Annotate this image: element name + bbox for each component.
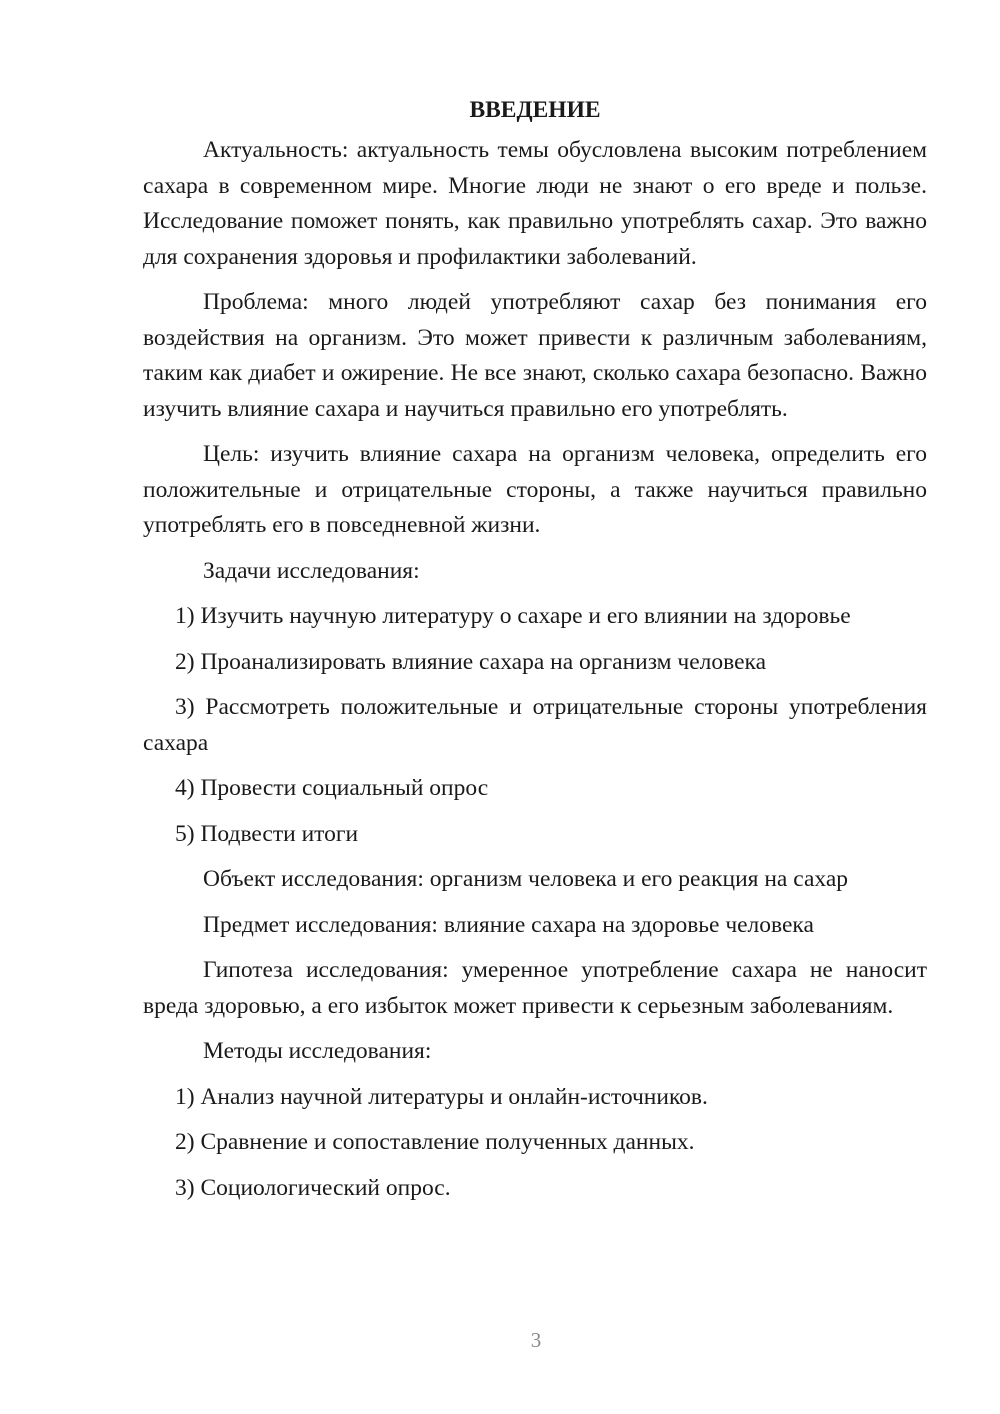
task-item: 5) Подвести итоги bbox=[175, 820, 359, 847]
task-item: 1) Изучить научную литературу о сахаре и его влиянии на здоровье bbox=[175, 603, 851, 629]
problem-paragraph: Проблема: много людей употребляют сахар без понимания его воздействия на организм. Это может привести к различным заболеваниям, таким как диабет и ожирение. Не все знают, сколько сахара безопасно. Важно изучить влияние сахара и научиться правильно его употреблять. bbox=[143, 289, 927, 422]
task-item: 4) Провести социальный опрос bbox=[175, 775, 489, 801]
task-item: 2) Проанализировать влияние сахара на организм человека bbox=[175, 648, 767, 675]
subject-line: Предмет исследования: влияние сахара на здоровье человека bbox=[203, 911, 814, 938]
object-line: Объект исследования: организм человека и его реакция на сахар bbox=[203, 866, 849, 892]
methods-heading: Методы исследования: bbox=[203, 1038, 432, 1064]
document-page bbox=[143, 92, 927, 1216]
section-title: ВВЕДЕНИЕ bbox=[469, 97, 601, 123]
hypothesis-paragraph: Гипотеза исследования: умеренное употребление сахара не наносит вреда здоровью, а его избыток может привести к серьезным заболеваниям. bbox=[143, 957, 927, 1019]
relevance-paragraph: Актуальность: актуальность темы обусловлена высоким потреблением сахара в современном мире. Многие люди не знают о его вреде и пользе. Исследование поможет понять, как правильно употреблять сахар. Это важно для сохранения здоровья и профилактики заболеваний. bbox=[143, 137, 927, 270]
task-item: 3) Рассмотреть положительные и отрицательные стороны употребления сахара bbox=[143, 694, 927, 756]
method-item: 1) Анализ научной литературы и онлайн-источников. bbox=[175, 1083, 708, 1110]
page-number: 3 bbox=[530, 1328, 542, 1352]
goal-paragraph: Цель: изучить влияние сахара на организм человека, определить его положительные и отрицательные стороны, а также научиться правильно употреблять его в повседневной жизни. bbox=[143, 441, 927, 538]
method-item: 2) Сравнение и сопоставление полученных данных. bbox=[175, 1129, 695, 1155]
method-item: 3) Социологический опрос. bbox=[175, 1174, 451, 1201]
tasks-heading: Задачи исследования: bbox=[203, 557, 420, 584]
